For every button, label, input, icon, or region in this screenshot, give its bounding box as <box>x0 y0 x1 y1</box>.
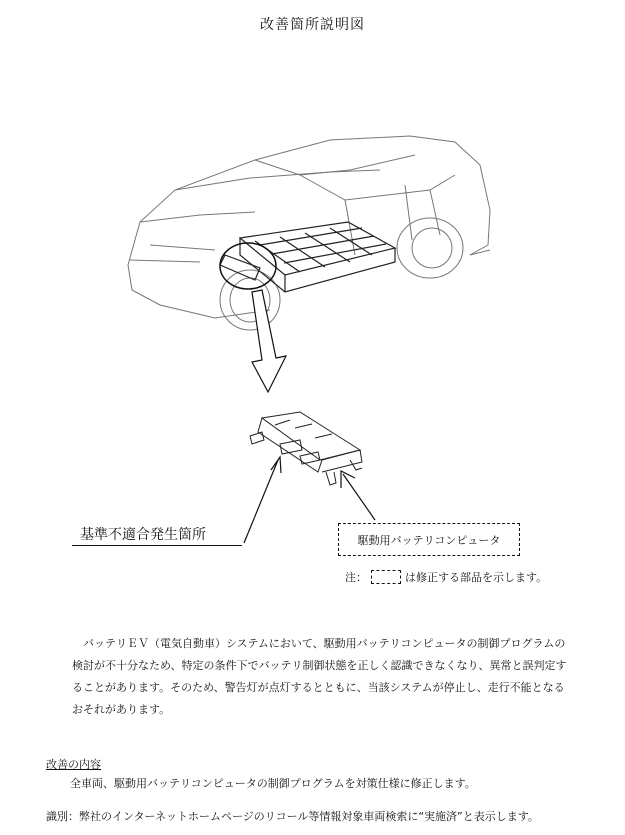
defect-description: バッテリＥＶ（電気自動車）システムにおいて、駆動用バッテリコンピュータの制御プログラムの検討が不十分なため、特定の条件下でバッテリ制御状態を正しく認識できなくなり、異常と誤判定することがあります。そのため、警告灯が点灯するとともに、当該システムが停止し、走行不能となるおそれがあります。 <box>72 637 567 716</box>
legend-note <box>345 569 547 585</box>
identification-text: 識別：弊社のインターネットホームページのリコール等情報対象車両検索に“実施済”と表示します。 <box>46 810 539 823</box>
note-suffix: は修正する部品を示します。 <box>405 571 548 584</box>
note-prefix: 注： <box>345 571 367 584</box>
improvement-body: 全車両、駆動用バッテリコンピュータの制御プログラムを対策仕様に修正します。 <box>70 777 476 790</box>
dashed-box-legend-icon <box>371 570 401 584</box>
part-label: 駆動用バッテリコンピュータ <box>357 533 501 547</box>
defect-location-label: 基準不適合発生箇所 <box>80 527 206 543</box>
page-title: 改善箇所説明図 <box>260 17 365 33</box>
battery-computer-illustration <box>250 412 362 485</box>
improvement-heading: 改善の内容 <box>46 758 101 771</box>
part-label-box <box>338 523 520 556</box>
defect-label-underline <box>72 545 242 546</box>
